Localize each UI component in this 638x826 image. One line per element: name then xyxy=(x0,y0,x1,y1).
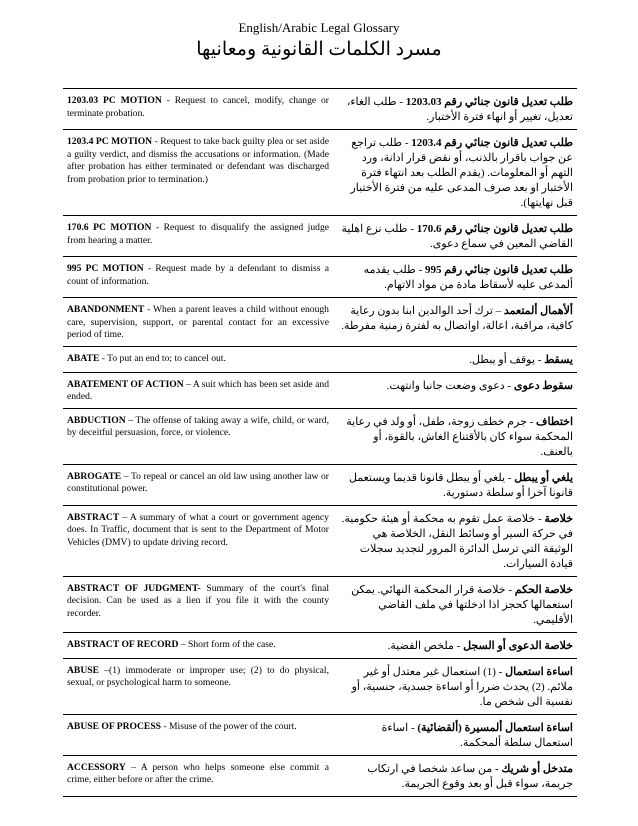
arabic-definition: ترك أحد الوالدين ابنا بدون رعاية كافية، مراقبة، اعالة، اواتصال به لفترة زمنية مفرطة. xyxy=(341,305,573,332)
english-term: ABUSE xyxy=(67,664,99,676)
arabic-term: خلاصة xyxy=(544,512,573,525)
english-separator: - xyxy=(152,136,161,147)
arabic-separator: - xyxy=(402,137,412,149)
arabic-cell xyxy=(337,576,577,632)
english-cell xyxy=(63,89,337,130)
arabic-cell xyxy=(337,346,577,372)
english-definition: A person who helps someone else commit a crime, either before or after the crime. xyxy=(67,761,329,785)
arabic-cell xyxy=(337,464,577,505)
english-definition: When a parent leaves a child without enough care, supervision, support, or parental contact for an excessive period of time. xyxy=(67,304,329,340)
glossary-row xyxy=(63,372,577,408)
english-separator: - xyxy=(99,352,108,364)
glossary-row xyxy=(63,755,577,796)
english-term: 1203.03 PC MOTION xyxy=(67,95,162,106)
arabic-term: طلب تعديل قانون جنائي رقم 170.6 xyxy=(416,223,573,235)
arabic-definition: يلغي أو يبطل قانونا قديما ويستعمل قانونا آخرا أو سلطة دستورية. xyxy=(348,471,573,499)
glossary-row xyxy=(63,464,577,505)
english-term: ABDUCTION xyxy=(67,414,126,426)
arabic-separator: - xyxy=(505,583,515,596)
arabic-term: اساءة استعمال xyxy=(505,665,573,678)
english-separator: – xyxy=(125,761,141,773)
arabic-definition: يوقف أو يبطل. xyxy=(469,353,535,366)
english-term: ABUSE OF PROCESS xyxy=(67,720,162,732)
english-separator: – xyxy=(99,664,110,676)
arabic-cell xyxy=(337,257,577,298)
english-cell xyxy=(63,298,337,347)
english-term: 170.6 PC MOTION xyxy=(67,222,152,233)
english-cell xyxy=(63,632,337,658)
english-cell xyxy=(63,505,337,576)
english-cell xyxy=(63,257,337,298)
english-separator: – xyxy=(125,414,136,426)
english-term: 995 PC MOTION xyxy=(67,263,144,274)
arabic-cell xyxy=(337,658,577,714)
english-term: 1203.4 PC MOTION xyxy=(67,136,153,147)
english-definition: Misuse of the power of the court. xyxy=(169,720,297,732)
english-cell xyxy=(63,216,337,257)
arabic-separator: - xyxy=(505,471,515,484)
arabic-term: خلاصة الحكم xyxy=(514,583,573,596)
english-cell xyxy=(63,714,337,755)
english-cell xyxy=(63,408,337,464)
arabic-definition: طلب الغاء، تعديل، تغيير أو انهاء فترة الأختبار. xyxy=(346,96,573,123)
glossary-row xyxy=(63,408,577,464)
arabic-term: يسقط xyxy=(544,353,573,366)
arabic-cell xyxy=(337,505,577,576)
arabic-cell xyxy=(337,372,577,408)
document-header xyxy=(0,20,638,62)
english-term: ABATEMENT OF ACTION xyxy=(67,378,184,390)
glossary-row xyxy=(63,216,577,257)
english-definition: To repeal or cancel an old law using another law or constitutional power. xyxy=(67,470,329,494)
english-separator: – xyxy=(119,511,130,523)
arabic-term: طلب تعديل قانون جنائي رقم 1203.03 xyxy=(405,96,573,108)
arabic-separator: - xyxy=(408,721,418,734)
arabic-separator: - xyxy=(492,762,502,775)
english-definition: Request to take back guilty plea or set aside a guilty verdict, and dismiss the accusations or information. (Made after probation has either terminated or defendant was discharged from probation prior to termination.) xyxy=(67,136,329,185)
arabic-separator: - xyxy=(396,96,406,108)
arabic-cell xyxy=(337,89,577,130)
arabic-term: متدخل أو شريك xyxy=(501,762,573,775)
arabic-cell xyxy=(337,298,577,347)
english-cell xyxy=(63,755,337,796)
glossary-row xyxy=(63,89,577,130)
arabic-cell xyxy=(337,755,577,796)
arabic-separator: - xyxy=(495,665,506,678)
arabic-definition: طلب تراجع عن جواب باقرار بالذنب، أو نقض قرار ادانة، ورد التهم أو المعلومات. (يقدم الطلب بعد انتهاء فترة الأختبار او بعد صرف المدعى عليه من فترة الأختبار قبل نهايتها). xyxy=(350,137,573,209)
arabic-definition: ملخص القضية. xyxy=(387,639,454,652)
arabic-separator: - xyxy=(534,353,545,366)
english-definition: Summary of the court's final decision. Can be used as a lien if you file it with the county recorder. xyxy=(67,582,329,619)
arabic-cell xyxy=(337,408,577,464)
english-term: ABATE xyxy=(67,352,100,364)
english-definition: Short form of the case. xyxy=(188,638,276,650)
arabic-cell xyxy=(337,714,577,755)
arabic-separator: - xyxy=(504,379,514,392)
arabic-term: اساءة استعمال ألمسيرة (ألقضائية) xyxy=(417,721,573,734)
arabic-separator: - xyxy=(526,415,537,428)
english-cell xyxy=(63,346,337,372)
glossary-row xyxy=(63,346,577,372)
arabic-term: اختطاف xyxy=(536,415,573,428)
glossary-row xyxy=(63,257,577,298)
english-term: ACCESSORY xyxy=(67,761,126,773)
glossary-row xyxy=(63,632,577,658)
arabic-cell xyxy=(337,130,577,216)
arabic-separator: - xyxy=(407,223,417,235)
glossary-table xyxy=(63,88,577,797)
arabic-definition: دعوى وضعت جانبا وانتهت. xyxy=(386,379,505,392)
glossary-row xyxy=(63,130,577,216)
english-cell xyxy=(63,372,337,408)
arabic-term: خلاصة الدعوى أو السجل xyxy=(463,639,573,652)
arabic-separator: - xyxy=(415,264,425,276)
english-definition: Request to disqualify the assigned judge from hearing a matter. xyxy=(67,222,330,246)
english-cell xyxy=(63,464,337,505)
arabic-separator: – xyxy=(492,305,504,317)
glossary-row xyxy=(63,505,577,576)
english-cell xyxy=(63,658,337,714)
english-term: ABSTRACT OF JUDGMENT- xyxy=(67,582,201,594)
english-separator: - xyxy=(161,95,175,106)
english-term: ABROGATE xyxy=(67,470,122,482)
english-cell xyxy=(63,130,337,216)
arabic-term: طلب تعديل قانون جنائي رقم 1203.4 xyxy=(411,137,573,149)
arabic-definition: خلاصة عمل تقوم به محكمة أو هيئة حكومية. في حركة السير أو وسائط النقل، الخلاصة هي الوثيقة التي ترسل الدائرة المرور لتجديد سجلات قيادة السيارات. xyxy=(341,512,573,570)
glossary-row xyxy=(63,576,577,632)
english-separator: – xyxy=(183,378,193,390)
english-separator: – xyxy=(121,470,131,482)
arabic-term: ألأهمال ألمتعمد xyxy=(503,305,573,317)
english-definition: (1) immoderate or improper use; (2) to do physical, sexual, or psychological harm to someone. xyxy=(67,664,329,688)
english-definition: A summary of what a court or government agency does. In Traffic, document that is sent to the Department of Motor Vehicles (DMV) to update driving record. xyxy=(67,511,329,548)
arabic-definition: خلاصة قرار المحكمة النهائي. يمكن استعمالها كحجز اذا ادخلتها في ملف القاضي الأقليمي. xyxy=(351,583,573,626)
english-definition: A suit which has been set aside and ended. xyxy=(67,378,329,402)
english-term: ABSTRACT xyxy=(67,511,120,523)
english-separator: – xyxy=(178,638,189,650)
arabic-separator: - xyxy=(453,639,464,652)
arabic-term: يلغي أو يبطل xyxy=(514,471,573,484)
glossary-row xyxy=(63,658,577,714)
english-definition: The offense of taking away a wife, child, or ward, by deceitful persuasion, force, or violence. xyxy=(67,414,329,438)
arabic-definition: اساءة استعمال سلطة ألمحكمة. xyxy=(381,721,573,749)
english-definition: Request made by a defendant to dismiss a count of information. xyxy=(67,263,329,287)
arabic-definition: (1) استعمال غير معتدل أو غير ملائم. (2) يحدث ضررا أو اساءة جسدية، جنسية، أو نفسية الى شخص ما. xyxy=(351,665,573,708)
arabic-term: سقوط دعوى xyxy=(513,379,573,392)
arabic-cell xyxy=(337,216,577,257)
arabic-cell xyxy=(337,632,577,658)
title-arabic: مسرد الكلمات القانونية ومعانيها xyxy=(196,39,442,60)
english-definition: Request to cancel, modify, change or terminate probation. xyxy=(67,95,329,119)
english-separator: - xyxy=(151,222,164,233)
arabic-definition: جرم خطف زوجة، طفل، أو ولد في رعاية المحكمة سواء كان بالأقتناع الغاش، بالقوة، أو بالعنف. xyxy=(346,415,573,458)
glossary-row xyxy=(63,714,577,755)
english-separator: - xyxy=(161,720,170,732)
english-definition: To put an end to; to cancel out. xyxy=(107,352,226,364)
arabic-definition: طلب نزع اهلية القاضي المعين في سماع دعوى. xyxy=(341,223,573,250)
glossary-row xyxy=(63,298,577,347)
arabic-definition: طلب يقدمه ألمدعى عليه لأسقاط مادة من مواد الاتهام. xyxy=(363,264,573,291)
title-english: English/Arabic Legal Glossary xyxy=(238,20,400,35)
arabic-term: طلب تعديل قانون جنائي رقم 995 xyxy=(424,264,573,276)
arabic-separator: - xyxy=(535,512,545,525)
english-term: ABANDONMENT xyxy=(67,304,145,315)
glossary-rows xyxy=(63,89,577,797)
english-cell xyxy=(63,576,337,632)
english-separator: - xyxy=(144,304,153,315)
english-term: ABSTRACT OF RECORD xyxy=(67,638,179,650)
arabic-definition: من ساعد شخصا في ارتكاب جريمة، سواء قبل أو بعد وقوع الجريمة. xyxy=(367,762,573,790)
english-separator: - xyxy=(143,263,156,274)
